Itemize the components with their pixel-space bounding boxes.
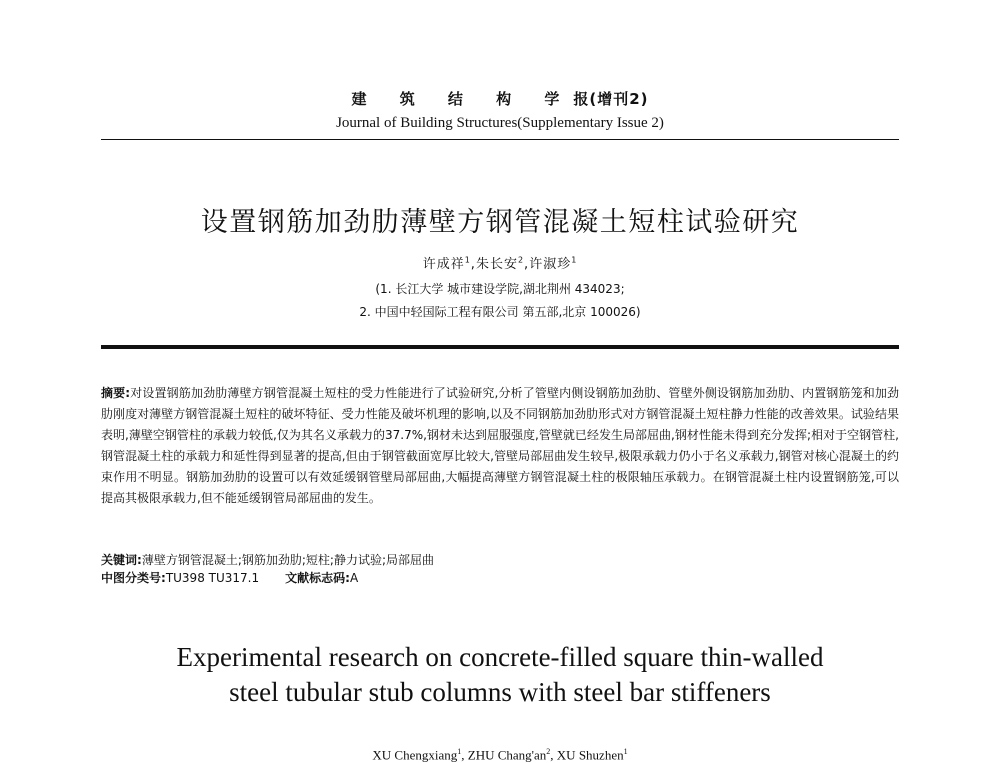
author-cn: 许成祥 — [422, 257, 465, 272]
author-cn: 许淑珍 — [529, 257, 572, 272]
journal-name-en: Journal of Building Structures(Supplementary Issue 2) — [336, 115, 664, 131]
author-en: XU Chengxiang — [372, 747, 458, 763]
keywords-text: 薄壁方钢管混凝土;钢筋加劲肋;短柱;静力试验;局部屈曲 — [141, 553, 434, 567]
document-code-label: 文献标志码: — [285, 571, 350, 585]
classification-label: 中图分类号: — [101, 571, 166, 585]
classification-text: TU398 TU317.1 — [165, 571, 260, 585]
abstract — [101, 383, 899, 509]
author-affiliation-mark: 1 — [457, 747, 462, 756]
journal-title-cn: 建 筑 结 构 学 — [351, 90, 574, 108]
author-affiliation-mark: 2 — [517, 255, 525, 265]
author-affiliation-mark: 1 — [571, 255, 578, 265]
author-en: ZHU Chang'an — [467, 747, 547, 763]
keywords — [101, 551, 899, 569]
article-title-en — [0, 640, 1000, 710]
author-separator: , — [524, 257, 530, 272]
author-separator: , — [470, 257, 476, 272]
affiliation-2: 2. 中国中轻国际工程有限公司 第五部,北京 100026) — [359, 305, 641, 319]
author-en: XU Shuzhen — [556, 747, 624, 763]
keywords-label: 关键词: — [101, 553, 142, 567]
author-separator: , — [461, 747, 468, 763]
affiliation-1: (1. 长江大学 城市建设学院,湖北荆州 434023; — [375, 282, 625, 296]
author-affiliation-mark: 2 — [546, 747, 551, 756]
document-code-text: A — [349, 571, 359, 585]
authors-cn — [0, 253, 1000, 272]
journal-issue-cn: 报(增刊2) — [573, 90, 649, 108]
author-cn: 朱长安 — [475, 257, 518, 272]
title-block-rule — [101, 345, 899, 349]
authors-en — [0, 747, 1000, 763]
journal-name-cn — [0, 88, 1000, 109]
author-separator: , — [550, 747, 557, 763]
abstract-text: 对设置钢筋加劲肋薄壁方钢管混凝土短柱的受力性能进行了试验研究,分析了管壁内侧设钢筋加劲肋、管壁外侧设钢筋加劲肋、内置钢筋笼和加劲肋刚度对薄壁方钢管混凝土短柱的破坏特征、受力性能及破坏机理的影响,以及不同钢筋加劲肋形式对方钢管混凝土短柱静力性能的改善效果。试验结果表明,薄壁空钢管柱的承载力较低,仅为其名义承载力的37.7%,钢材未达到屈服强度,管壁就已经发生局部屈曲,钢材性能未得到充分发挥;相对于空钢管柱,钢管混凝土柱的承载力和延性得到显著的提高,但由于钢管截面宽厚比较大,管壁局部屈曲发生较早,极限承载力仍小于名义承载力,钢管对核心混凝土的约束作用不明显。钢筋加劲肋的设置可以有效延缓钢管壁局部屈曲,大幅提高薄壁方钢管混凝土柱的极限轴压承载力。在钢管混凝土柱内设置钢筋笼,可以提高其极限承载力,但不能延缓钢管局部屈曲的发生。 — [101, 386, 899, 505]
article-title-cn: 设置钢筋加劲肋薄壁方钢管混凝土短柱试验研究 — [200, 207, 800, 238]
header-rule — [101, 139, 899, 140]
article-title-en-line-1: Experimental research on concrete-filled square thin-walled — [176, 642, 824, 672]
article-title-en-line-2: steel tubular stub columns with steel bar stiffeners — [229, 677, 771, 707]
abstract-label: 摘要: — [101, 386, 131, 400]
classification — [101, 569, 899, 587]
author-affiliation-mark: 1 — [464, 255, 471, 265]
author-affiliation-mark: 1 — [623, 747, 628, 756]
